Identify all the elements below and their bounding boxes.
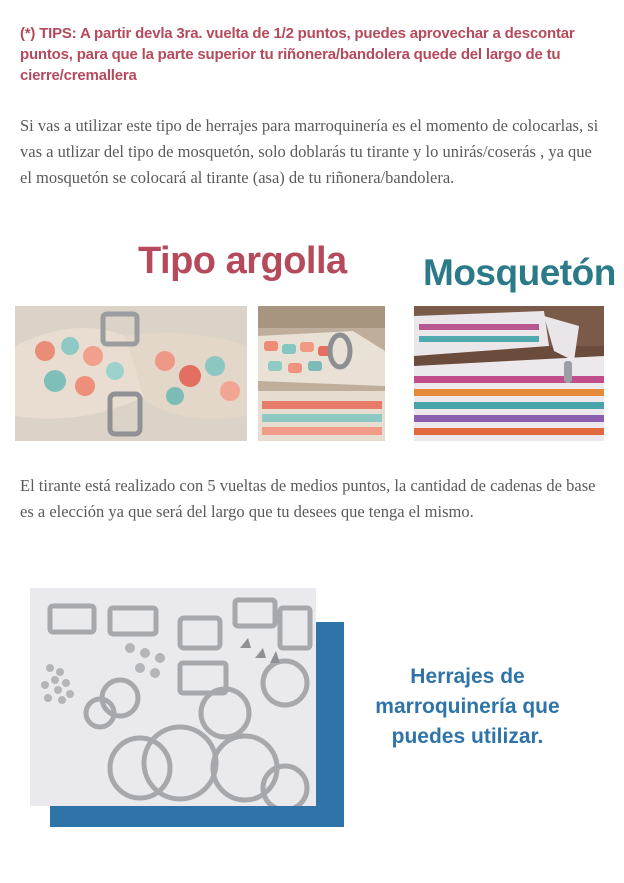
paragraph-hardware-placement: Si vas a utilizar este tipo de herrajes para marroquinería es el momento de colocarlas, si vas a utlizar del tipo de mosquetón, solo doblarás tu tirante y lo unirás/coserás , ya que el mosquetón se colocará al tirante (asa) de tu riñonera/bandolera. [20, 116, 599, 187]
heading-mosqueton: Mosquetón [423, 252, 616, 293]
photo-ring-strap-closeup [15, 306, 247, 441]
hardware-caption [360, 662, 575, 752]
photo-snap-hook-strap [414, 306, 604, 441]
caption-line-2: marroquinería que [375, 695, 560, 718]
photo-hardware-assortment [30, 588, 316, 806]
photo-ring-strap-side [258, 306, 385, 441]
caption-line-3: puedes utilizar. [391, 725, 544, 748]
paragraph-strap-instructions: El tirante está realizado con 5 vueltas de medios puntos, la cantidad de cadenas de base es a elección ya que será del largo que tu desees que tenga el mismo. [20, 476, 596, 521]
caption-line-1: Herrajes de [410, 665, 525, 688]
tips-note: (*) TIPS: A partir devla 3ra. vuelta de 1/2 puntos, puedes aprovechar a descontar puntos, para que la parte superior tu riñonera/bandolera quede del largo de tu cierre/cremallera [20, 25, 575, 84]
heading-tipo-argolla: Tipo argolla [138, 240, 347, 282]
